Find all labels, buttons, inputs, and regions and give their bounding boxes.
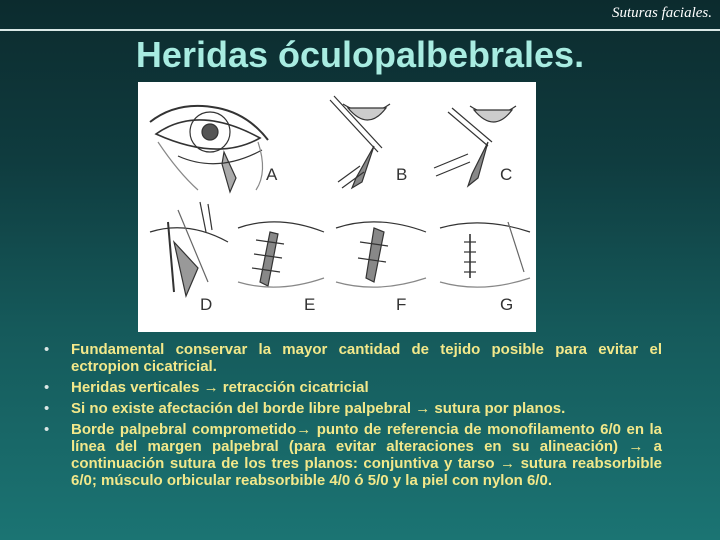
panel-e-drawing (238, 222, 324, 287)
panel-label-f: F (396, 295, 407, 314)
bullet-item (40, 379, 662, 396)
surgical-illustration (138, 82, 536, 332)
bullet-marker: • (44, 421, 50, 438)
panel-label-d: D (200, 295, 213, 314)
panel-d-drawing (150, 202, 228, 296)
bullet-text: Fundamental conservar la mayor cantidad de tejido posible para evitar el ectropion cicatricial. (71, 341, 662, 375)
panel-label-a: A (266, 165, 278, 184)
bullet-marker: • (44, 341, 50, 358)
bullet-text: Si no existe afectación del borde libre palpebral → sutura por planos. (71, 400, 566, 417)
panel-a-drawing (150, 106, 268, 192)
bullet-text: Borde palpebral comprometido→ punto de referencia de monofilamento 6/0 en la línea del margen palpebral (para evitar alteraciones en su alineación) → a continuación sutura de los tres planos: conjuntiva y tarso → sutura reabsorbible 6/0; músculo orbicular reabsorbible 4/0 ó 5/0 y la piel con nylon 6/0. (71, 421, 662, 489)
panel-g-drawing (440, 222, 530, 287)
panel-label-c: C (500, 165, 513, 184)
panel-b-drawing (330, 96, 390, 188)
bullet-item (40, 421, 662, 489)
bullet-item (40, 400, 662, 417)
bullet-list (40, 341, 662, 493)
header-rule (0, 29, 720, 31)
bullet-text: Heridas verticales → retracción cicatricial (71, 379, 369, 396)
bullet-marker: • (44, 379, 50, 396)
panel-label-b: B (396, 165, 408, 184)
panel-label-g: G (500, 295, 514, 314)
panel-label-e: E (304, 295, 316, 314)
header-tag: Suturas faciales. (612, 5, 712, 21)
panel-f-drawing (336, 222, 426, 287)
bullet-item (40, 341, 662, 375)
bullet-marker: • (44, 400, 50, 417)
slide-title: Heridas óculopalbebrales. (135, 34, 585, 75)
